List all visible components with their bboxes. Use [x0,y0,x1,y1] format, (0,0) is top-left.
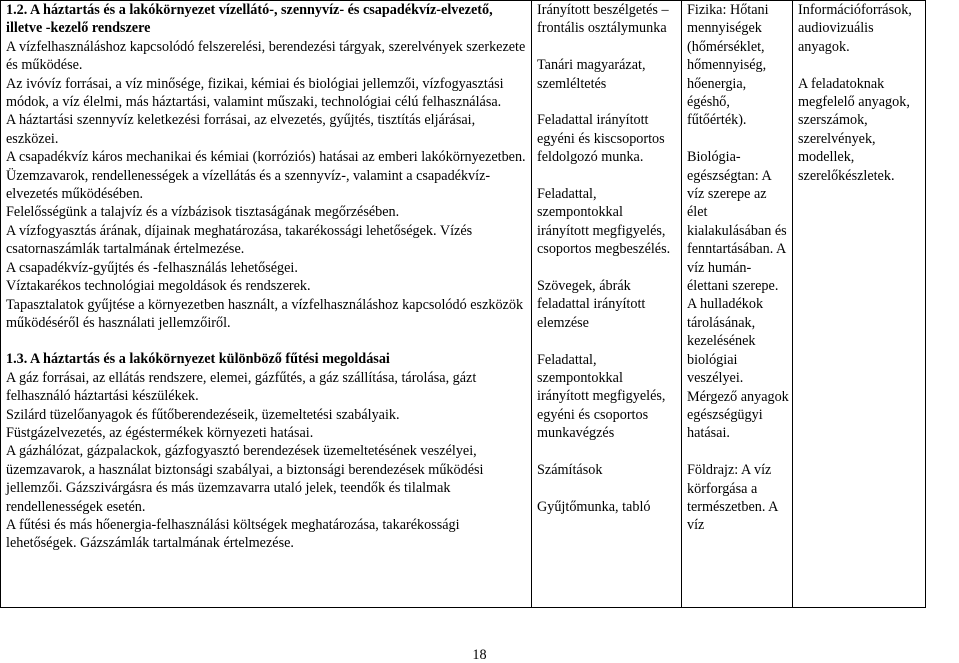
topic-paragraph: A gáz forrásai, az ellátás rendszere, elemei, gázfűtés, a gáz szállítása, tárolása, gázt felhasználó háztartási készülékek. [6,369,477,405]
topic-paragraph: Tapasztalatok gyűjtése a környezetben használt, a vízfelhasználáshoz kapcsolódó eszközök működéséről és használati jellemzőiről. [6,296,524,331]
connection-item-biology: Biológia-egészségtan: A víz szerepe az élet kialakulásában és fenntartásában. A víz humán-élettani szerepe. A hulladékok tárolásának, kezelésének biológiai veszélyei. Mérgező anyagok egészségügyi hatásai. [687,149,789,442]
table-row [1,1,926,608]
topic-paragraph: Felelősségünk a talajvíz és a vízbázisok tisztaságának megőrzésében. [6,204,400,221]
connection-item-geography: Földrajz: A víz körforgása a természetben. A víz [687,462,778,534]
topic-paragraph: A háztartási szennyvíz keletkezési forrásai, az elvezetés, gyűjtés, tisztítás eljárásai, eszközei. [6,112,476,147]
resources-cell [793,1,926,608]
topic-paragraph: A vízfogyasztás árának, díjainak meghatározása, takarékossági lehetőségek. Vízés csatornaszámlák tartalmának értelmezése. [6,222,473,258]
method-item: Gyűjtőmunka, tabló [537,498,651,515]
topic-paragraph: Víztakarékos technológiai megoldások és rendszerek. [6,278,311,295]
section-heading-1-2: 1.2. A háztartás és a lakókörnyezet vízellátó-, szennyvíz- és csapadékvíz-elvezető, illetve -kezelő rendszere [6,2,493,37]
topic-paragraph: Az ivóvíz forrásai, a víz minősége, fizikai, kémiai és biológiai jellemzői, vízfogyasztási módok, a víz élelmi, más háztartási, valamint műszaki, technológiai célú felhasználása. [6,75,504,111]
method-item: Tanári magyarázat, szemléltetés [537,57,646,92]
method-item: Számítások [537,462,603,479]
topic-paragraph: A vízfelhasználáshoz kapcsolódó felszerelési, berendezési tárgyak, szerelvények szerkezete és működése. [6,38,526,74]
connections-cell [682,1,793,608]
methods-cell [532,1,682,608]
resource-item: Információforrások, audiovizuális anyagok. [798,2,912,55]
method-item: Szövegek, ábrák feladattal irányított elemzése [537,278,646,331]
topic-paragraph: Füstgázelvezetés, az égéstermékek környezeti hatásai. [6,424,314,441]
method-item: Feladattal, szempontokkal irányított megfigyelés, egyéni és csoportos munkavégzés [537,351,666,442]
page-number: 18 [472,647,487,663]
resource-item: A feladatoknak megfelelő anyagok, szerszámok, szerelvények, modellek, szerelőkészletek. [798,75,910,184]
topic-paragraph: A csapadékvíz káros mechanikai és kémiai (korróziós) hatásai az emberi lakókörnyezetben. [6,149,526,166]
section-heading-1-3: 1.3. A háztartás és a lakókörnyezet különböző fűtési megoldásai [6,351,390,368]
topic-paragraph: A csapadékvíz-gyűjtés és -felhasználás lehetőségei. [6,259,298,276]
topic-paragraph: Szilárd tüzelőanyagok és fűtőberendezéseik, üzemeltetési szabályaik. [6,406,400,423]
method-item: Feladattal, szempontokkal irányított megfigyelés, csoportos megbeszélés. [537,186,671,258]
topic-paragraph: A fűtési és más hőenergia-felhasználási költségek meghatározása, takarékossági lehetőségek. Gázszámlák tartalmának értelmezése. [6,516,460,552]
topics-cell [1,1,532,608]
topic-paragraph: Üzemzavarok, rendellenességek a vízellátás és a szennyvíz-, valamint a csapadékvíz-elvezetés működésében. [6,167,491,203]
connection-item-physics: Fizika: Hőtani mennyiségek (hőmérséklet, hőmennyiség, hőenergia, égéshő, fűtőérték). [687,2,769,129]
method-item: Irányított beszélgetés – frontális osztálymunka [537,2,669,37]
method-item: Feladattal irányított egyéni és kiscsoportos feldolgozó munka. [537,112,665,166]
topic-paragraph: A gázhálózat, gázpalackok, gázfogyasztó berendezések üzemeltetésének veszélyei, üzemzavarok, a használat biztonsági szabályai, a biztonsági berendezések működési jellemzői. Gázszivárgásra és más üzemzavarra utaló jelek, teendők és tilalmak rendellenességek esetén. [6,443,484,515]
